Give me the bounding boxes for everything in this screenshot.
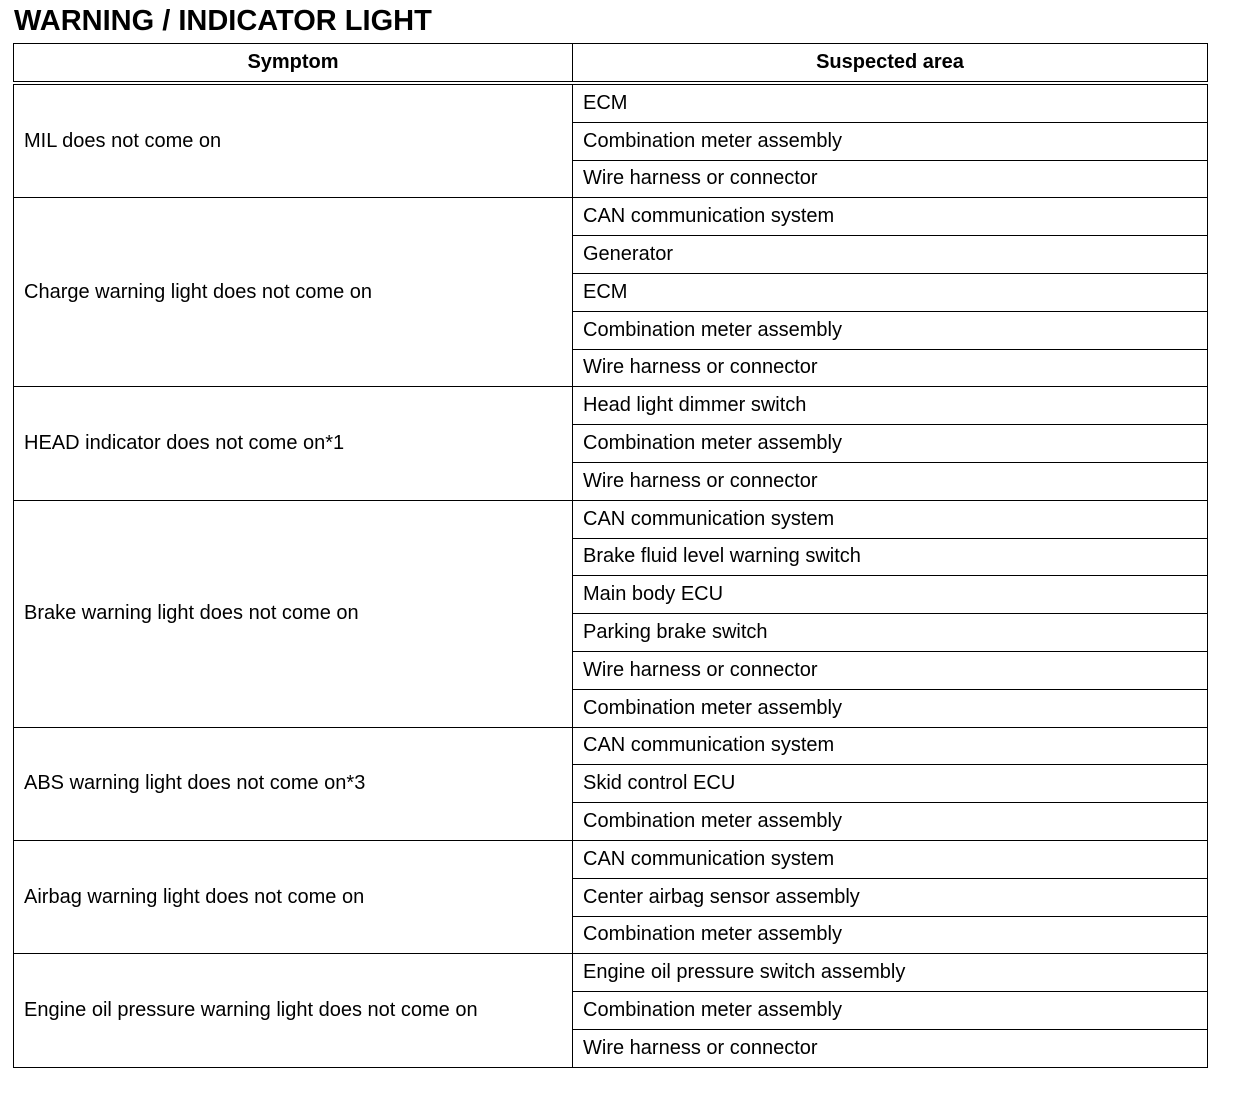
table-row [14, 198, 1208, 236]
header-row [14, 44, 1208, 84]
suspected-area-cell: Combination meter assembly [573, 689, 1208, 727]
diagnosis-table [13, 43, 1208, 1068]
symptom-cell: Airbag warning light does not come on [14, 840, 573, 953]
table-row [14, 840, 1208, 878]
suspected-area-cell: Combination meter assembly [573, 992, 1208, 1030]
suspected-area-cell: Combination meter assembly [573, 803, 1208, 841]
suspected-area-cell: Skid control ECU [573, 765, 1208, 803]
suspected-area-cell: ECM [573, 83, 1208, 122]
column-header-symptom: Symptom [14, 44, 573, 84]
symptom-cell: Engine oil pressure warning light does not come on [14, 954, 573, 1067]
suspected-area-cell: Wire harness or connector [573, 1029, 1208, 1067]
suspected-area-cell: Combination meter assembly [573, 311, 1208, 349]
suspected-area-cell: Wire harness or connector [573, 651, 1208, 689]
suspected-area-cell: Wire harness or connector [573, 160, 1208, 198]
suspected-area-cell: CAN communication system [573, 500, 1208, 538]
table-row [14, 727, 1208, 765]
suspected-area-cell: CAN communication system [573, 840, 1208, 878]
suspected-area-cell: Combination meter assembly [573, 916, 1208, 954]
suspected-area-cell: Wire harness or connector [573, 349, 1208, 387]
table-body [14, 83, 1208, 1067]
column-header-suspected-area: Suspected area [573, 44, 1208, 84]
symptom-cell: Charge warning light does not come on [14, 198, 573, 387]
suspected-area-cell: Generator [573, 236, 1208, 274]
suspected-area-cell: Brake fluid level warning switch [573, 538, 1208, 576]
suspected-area-cell: CAN communication system [573, 198, 1208, 236]
symptom-cell: ABS warning light does not come on*3 [14, 727, 573, 840]
table-row [14, 500, 1208, 538]
symptom-cell: Brake warning light does not come on [14, 500, 573, 727]
symptom-cell: HEAD indicator does not come on*1 [14, 387, 573, 500]
suspected-area-cell: Head light dimmer switch [573, 387, 1208, 425]
page-title: WARNING / INDICATOR LIGHT [14, 5, 432, 37]
suspected-area-cell: CAN communication system [573, 727, 1208, 765]
suspected-area-cell: Combination meter assembly [573, 425, 1208, 463]
table-row [14, 83, 1208, 122]
table-row [14, 387, 1208, 425]
suspected-area-cell: ECM [573, 273, 1208, 311]
table-row [14, 954, 1208, 992]
suspected-area-cell: Center airbag sensor assembly [573, 878, 1208, 916]
suspected-area-cell: Main body ECU [573, 576, 1208, 614]
symptom-cell: MIL does not come on [14, 83, 573, 198]
suspected-area-cell: Combination meter assembly [573, 122, 1208, 160]
suspected-area-cell: Wire harness or connector [573, 462, 1208, 500]
suspected-area-cell: Parking brake switch [573, 614, 1208, 652]
suspected-area-cell: Engine oil pressure switch assembly [573, 954, 1208, 992]
